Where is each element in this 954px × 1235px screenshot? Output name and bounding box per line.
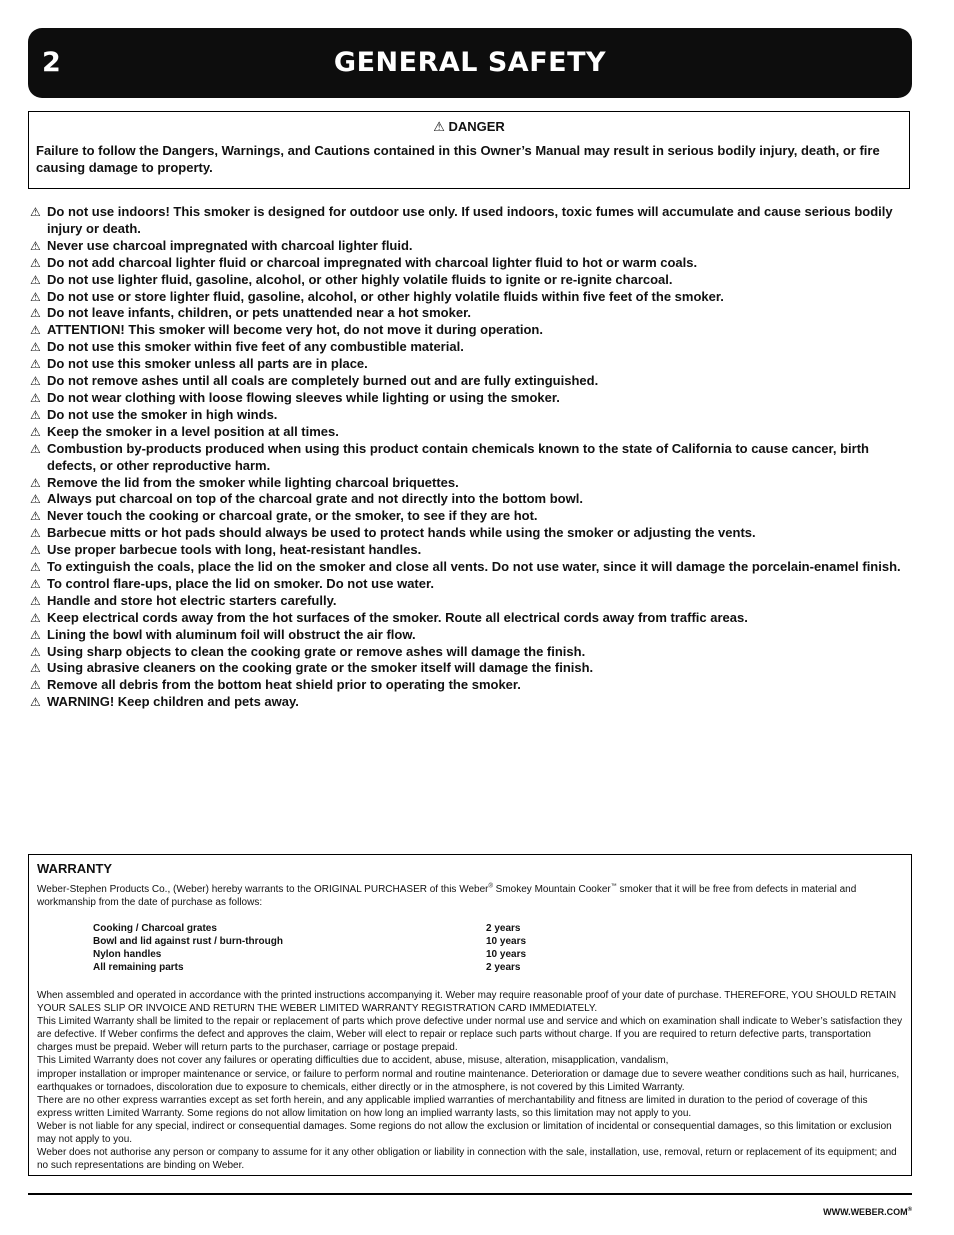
warning-triangle-icon: ⚠ [30,289,41,304]
warning-triangle-icon: ⚠ [30,441,41,456]
warning-triangle-icon: ⚠ [30,205,41,219]
warning-item [30,390,918,407]
coverage-row [93,948,613,961]
warning-triangle-icon: ⚠ [30,509,41,524]
warning-triangle-icon: ⚠ [30,593,41,608]
warning-text: Do not add charcoal lighter fluid or charcoal impregnated with charcoal lighter fluid to hot or warm coals. [47,254,698,270]
warning-text: Never use charcoal impregnated with charcoal lighter fluid. [47,237,413,253]
safety-warning-list [30,204,918,711]
warning-text: Use proper barbecue tools with long, heat-resistant handles. [47,542,422,558]
warranty-coverage-table [93,922,613,974]
warning-text: Do not use lighter fluid, gasoline, alcohol, or other highly volatile fluids to ignite or re-ignite charcoal. [47,271,673,287]
warning-item [30,660,918,677]
warning-triangle-icon: ⚠ [30,374,41,389]
warning-text: Using sharp objects to clean the cooking grate or remove ashes will damage the finish. [47,643,586,659]
warranty-paragraph: Weber does not authorise any person or company to assume for it any other obligation or liability in connection with the sale, installation, use, removal, return or replacement of its equipment; and no such representations are binding on Weber. [37,1147,897,1172]
warning-item [30,644,918,661]
warning-text: Do not wear clothing with loose flowing sleeves while lighting or using the smoker. [47,389,560,405]
warning-item [30,356,918,373]
warning-text: Do not leave infants, children, or pets unattended near a hot smoker. [47,305,472,321]
warning-text: Do not use or store lighter fluid, gasoline, alcohol, or other highly volatile fluids within five feet of the smoker. [47,288,724,304]
warning-item [30,339,918,356]
warning-item [30,204,918,238]
registered-mark: ® [488,883,493,890]
warning-triangle-icon: ⚠ [30,576,41,591]
trademark-mark: ™ [610,883,617,890]
warning-text: Do not use indoors! This smoker is designed for outdoor use only. If used indoors, toxic fumes will accumulate and cause serious bodily injury or death. [47,204,893,236]
warranty-section [28,854,912,1176]
warning-text: Do not use this smoker unless all parts are in place. [47,356,368,372]
warning-text: Remove all debris from the bottom heat shield prior to operating the smoker. [47,677,521,693]
warning-text: Using abrasive cleaners on the cooking grate or the smoker itself will damage the finish. [47,660,594,676]
warning-triangle-icon: ⚠ [30,407,41,422]
coverage-term: 2 years [486,923,521,934]
warning-item [30,373,918,390]
warning-text: Barbecue mitts or hot pads should always be used to protect hands while using the smoker or adjusting the vents. [47,525,756,541]
warranty-intro: Weber-Stephen Products Co., (Weber) hereby warrants to the ORIGINAL PURCHASER of this Weber® Smokey Mountain Cooker™ smoker that it will be free from defects in material and workmanship from the date of purchase as follows: [37,883,857,908]
warning-triangle-icon: ⚠ [30,678,41,693]
warning-triangle-icon: ⚠ [30,475,41,490]
warning-triangle-icon: ⚠ [30,627,41,642]
warning-text: Do not use the smoker in high winds. [47,406,278,422]
warranty-paragraph: Weber is not liable for any special, indirect or consequential damages. Some regions do not allow the exclusion or limitation of incidental or consequential damages, so this limitation or exclusion may not apply to you. [37,1120,892,1146]
warning-text: Do not use this smoker within five feet of any combustible material. [47,339,464,355]
danger-heading [29,119,909,135]
danger-notice [28,111,910,189]
warranty-heading: WARRANTY [37,861,113,876]
warning-item [30,322,918,339]
warning-text: ATTENTION! This smoker will become very hot, do not move it during operation. [47,322,543,338]
coverage-row [93,961,613,974]
warning-triangle-icon: ⚠ [30,560,41,575]
warning-text: Combustion by-products produced when using this product contain chemicals known to the state of California to cause cancer, birth defects, or other reproductive harm. [47,440,869,473]
warning-text: Lining the bowl with aluminum foil will obstruct the air flow. [47,626,416,642]
warning-text: Remove the lid from the smoker while lighting charcoal briquettes. [47,474,459,490]
warning-item [30,627,918,644]
warning-triangle-icon: ⚠ [30,695,41,710]
warning-text: Keep electrical cords away from the hot surfaces of the smoker. Route all electrical cords away from traffic areas. [47,609,748,625]
warranty-paragraph: This Limited Warranty shall be limited to the repair or replacement of parts which prove defective under normal use and service and which on examination shall indicate to Weber’s satisfaction they are defective. If Weber confirms the defect and approves the claim, Weber will elect to repair or replace such parts without charge. If you are required to return defective parts, transportation charges must be prepaid. Weber will return parts to the purchaser, carriage or postage prepaid. [37,1016,903,1054]
warranty-paragraph: There are no other express warranties except as set forth herein, and any applicable implied warranties of merchantability and fitness are limited in duration to the period of coverage of this express written Limited Warranty. Some regions do not allow limitation on how long an implied warranty lasts, so this limitation may not apply to you. [37,1094,868,1119]
coverage-row [93,935,613,948]
coverage-term: 10 years [486,936,527,947]
warning-item [30,289,918,306]
danger-text: Failure to follow the Dangers, Warnings, and Cautions contained in this Owner’s Manual may result in serious bodily injury, death, or fire causing damage to property. [36,143,880,175]
coverage-part: Bowl and lid against rust / burn-through [93,936,283,947]
warning-item [30,407,918,424]
warning-triangle-icon: ⚠ [30,272,41,287]
warning-triangle-icon: ⚠ [30,255,41,270]
warning-triangle-icon: ⚠ [30,340,41,355]
coverage-term: 2 years [486,962,521,973]
coverage-part: All remaining parts [93,962,184,973]
danger-label: DANGER [448,119,505,134]
warning-triangle-icon: ⚠ [30,644,41,659]
warning-triangle-icon: ⚠ [30,424,41,439]
warning-item [30,677,918,694]
warning-item [30,238,918,255]
warning-item [30,305,918,322]
warning-triangle-icon: ⚠ [30,610,41,625]
coverage-term: 10 years [486,949,527,960]
warning-item [30,694,918,711]
warranty-paragraph: When assembled and operated in accordance with the printed instructions accompanying it. Weber may require reasonable proof of your date of purchase. THEREFORE, YOU SHOULD RETAIN YOUR SALES SLIP OR INVOICE AND RETURN THE WEBER LIMITED WARRANTY REGISTRATION CARD IMMEDIATELY. [37,990,897,1015]
warning-item [30,610,918,627]
warranty-terms [37,989,903,1172]
warning-text: Always put charcoal on top of the charcoal grate and not directly into the bottom bowl. [47,491,583,507]
warning-triangle-icon: ⚠ [30,543,41,558]
warning-text: Handle and store hot electric starters carefully. [47,592,337,608]
warning-text: To control flare-ups, place the lid on smoker. Do not use water. [47,575,434,591]
warning-triangle-icon: ⚠ [30,390,41,405]
page-number: 2 [42,47,61,78]
warning-item [30,424,918,441]
warning-item [30,441,918,475]
coverage-row [93,922,613,935]
coverage-part: Nylon handles [93,949,162,960]
warning-triangle-icon: ⚠ [30,238,41,253]
warning-text: Do not remove ashes until all coals are completely burned out and are fully extinguished. [47,373,599,389]
warning-triangle-icon: ⚠ [30,357,41,372]
warning-text: WARNING! Keep children and pets away. [47,694,299,710]
warning-item [30,255,918,272]
warning-triangle-icon: ⚠ [30,323,41,338]
coverage-part: Cooking / Charcoal grates [93,923,217,934]
warning-item [30,559,918,576]
warning-item [30,542,918,559]
warning-triangle-icon: ⚠ [30,492,41,507]
warning-text: Never touch the cooking or charcoal grate, or the smoker, to see if they are hot. [47,508,538,524]
warning-text: To extinguish the coals, place the lid on the smoker and close all vents. Do not use water, since it will damage the porcelain-enamel finish. [47,559,901,575]
warning-triangle-icon: ⚠ [30,526,41,541]
warning-item [30,525,918,542]
warranty-paragraph: improper installation or improper maintenance or service, or failure to perform normal and routine maintenance. Deterioration or damage due to severe weather conditions such as hail, hurricanes, earthquakes or tornadoes, discoloration due to exposure to chemicals, either directly or in the atmosphere, is not covered by this Limited Warranty. [37,1068,900,1093]
warning-item [30,272,918,289]
warning-triangle-icon: ⚠ [30,661,41,676]
warning-triangle-icon: ⚠ [433,119,445,134]
page-title: GENERAL SAFETY [333,47,607,78]
warning-text: Keep the smoker in a level position at all times. [47,423,339,439]
warning-item [30,491,918,508]
warning-item [30,508,918,525]
warranty-paragraph: This Limited Warranty does not cover any failures or operating difficulties due to accident, abuse, misuse, alteration, misapplication, vandalism, [37,1055,669,1067]
footer-website: WWW.WEBER.COM® [823,1207,912,1217]
warning-item [30,475,918,492]
footer-divider [28,1193,912,1195]
page-header [28,28,912,98]
warning-item [30,593,918,610]
warning-item [30,576,918,593]
warning-triangle-icon: ⚠ [30,306,41,321]
